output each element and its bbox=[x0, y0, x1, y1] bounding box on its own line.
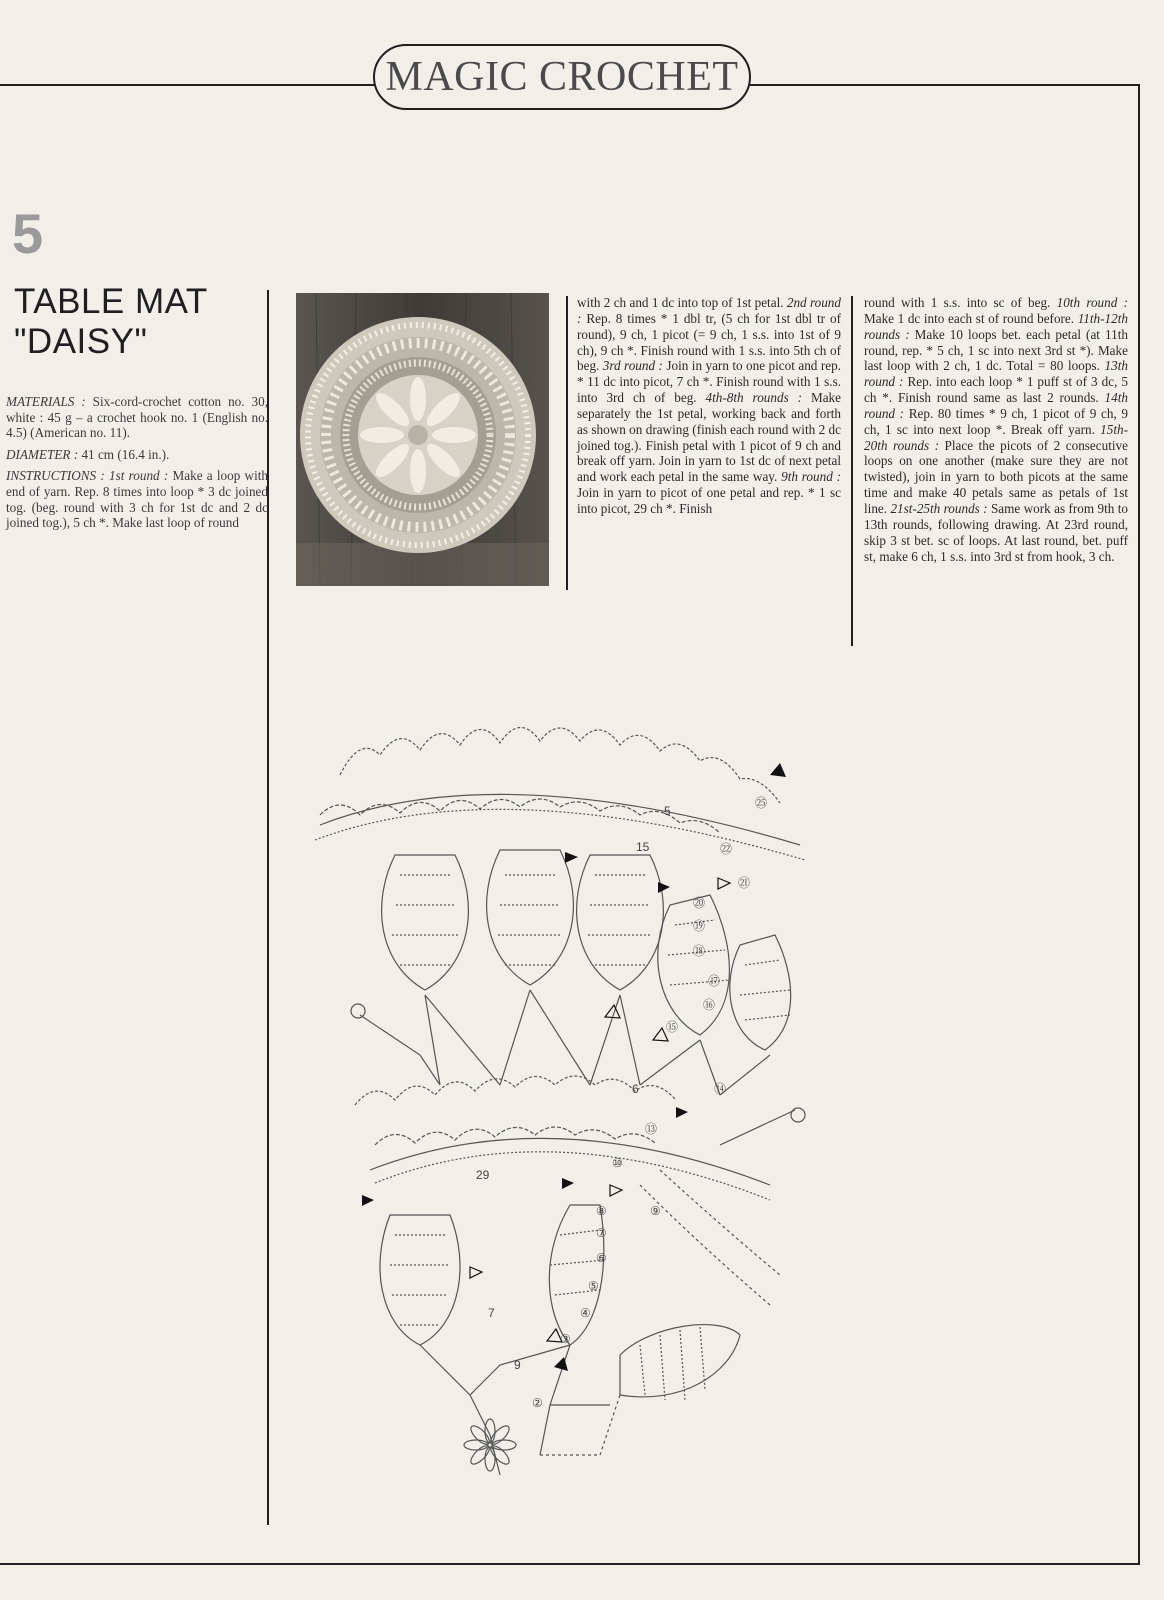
label-round-2: ② bbox=[532, 1396, 543, 1410]
label-round-16: ⑯ bbox=[703, 998, 716, 1012]
right-column-segment: 15th-20th rounds : bbox=[864, 421, 1128, 453]
instructions-right-text bbox=[864, 295, 1128, 564]
label-round-3: ③ bbox=[560, 1332, 571, 1346]
middle-column-segment: 2nd round : bbox=[577, 295, 841, 326]
materials-paragraph bbox=[6, 394, 268, 441]
frame-right-rule bbox=[1138, 84, 1140, 1564]
label-round-4: ④ bbox=[580, 1306, 591, 1320]
middle-column-segment: 3rd round : bbox=[602, 358, 663, 374]
label-round-6: ⑥ bbox=[596, 1251, 607, 1265]
left-column-text bbox=[6, 394, 268, 537]
middle-column-segment: 9th round : bbox=[781, 469, 841, 485]
right-column-segment: round with 1 s.s. into sc of beg. bbox=[864, 295, 1057, 310]
right-column-segment: Place the picots of 2 consecutive loops on one another (make sure they are not twisted), join in yarn to both picots at the same time and make 40 petals same as petals of 1st line. bbox=[864, 437, 1128, 516]
right-column-segment: Rep. into each loop * 1 puff st of 3 dc, 5 ch *. Finish round same as last 2 rounds. bbox=[864, 374, 1128, 406]
right-column-segment: Rep. 80 times * 9 ch, 1 picot of 9 ch, 9 ch, 1 sc into next loop *. Break off yarn. bbox=[864, 405, 1128, 437]
label-round-13: ⑬ bbox=[645, 1122, 658, 1136]
instructions-paragraph bbox=[6, 468, 268, 530]
right-column-segment: Same work as from 9th to 13th rounds, following drawing. At 23rd round, skip 3 st bet. sc of loops. At last round, bet. puff st, make 6 ch, 1 s.s. into 3rd st from hook, 3 ch. bbox=[864, 500, 1128, 564]
right-column-segment: 13th round : bbox=[864, 358, 1128, 390]
middle-column-segment: Rep. 8 times * 1 dbl tr, (5 ch for 1st dbl tr of round), 9 ch, 1 picot (= 9 ch, 1 s.s. into 1st of 9 ch), 9 ch *. Finish round with 1 s.s. into 5th ch of beg. bbox=[577, 310, 841, 374]
label-round-15: ⑮ bbox=[666, 1020, 679, 1034]
label-round-18: ⑱ bbox=[693, 944, 706, 958]
label-round-7: ⑦ bbox=[596, 1226, 607, 1240]
pattern-title bbox=[14, 282, 264, 362]
column-divider-right bbox=[851, 296, 853, 646]
instructions-middle-text bbox=[577, 295, 841, 517]
label-9: 9 bbox=[514, 1358, 521, 1372]
instructions-right-column bbox=[864, 295, 1128, 564]
middle-column-segment: 4th-8th rounds : bbox=[705, 390, 803, 406]
title-line-1: TABLE MAT bbox=[14, 282, 208, 321]
brand-badge bbox=[373, 44, 751, 110]
instructions-label: INSTRUCTIONS : bbox=[6, 468, 105, 484]
label-round-21: ㉑ bbox=[738, 876, 751, 890]
diameter-text: 41 cm (16.4 in.). bbox=[81, 446, 170, 462]
label-round-8: ⑧ bbox=[596, 1204, 607, 1218]
label-6: 6 bbox=[632, 1082, 639, 1096]
crochet-diagram bbox=[300, 715, 860, 1490]
frame-bottom-rule bbox=[0, 1563, 1140, 1565]
instructions-middle-column bbox=[577, 295, 841, 517]
right-column-segment: Make 1 dc into each st of round before. bbox=[864, 310, 1078, 326]
label-round-10: ⑩ bbox=[612, 1156, 623, 1170]
label-29: 29 bbox=[476, 1168, 490, 1182]
doily-photo bbox=[296, 293, 549, 586]
right-column-segment: Make 10 loops bet. each petal (at 11th round, rep. * 5 ch, 1 sc into next 3rd st *). Make last loop with 2 ch, 1 dc. Total = 80 loops. bbox=[864, 326, 1128, 374]
middle-column-segment: Join in yarn to picot of one petal and rep. * 1 sc into picot, 29 ch *. Finish bbox=[577, 485, 841, 516]
right-column-segment: 21st-25th rounds : bbox=[890, 500, 988, 516]
label-round-9: ⑨ bbox=[650, 1204, 661, 1218]
middle-column-segment: with 2 ch and 1 dc into top of 1st petal. bbox=[577, 295, 787, 310]
brand-title: MAGIC CROCHET bbox=[385, 54, 739, 100]
materials-text: Six-cord-crochet cotton no. 30, white : 45 g – a crochet hook no. 1 (English no. 4.5) (American no. 11). bbox=[6, 394, 268, 441]
diameter-paragraph bbox=[6, 447, 268, 463]
right-column-segment: 10th round : bbox=[1056, 295, 1128, 310]
right-column-segment: 11th-12th rounds : bbox=[864, 310, 1128, 342]
materials-label: MATERIALS : bbox=[6, 394, 86, 409]
label-round-20: ⑳ bbox=[693, 896, 706, 910]
label-7: 7 bbox=[488, 1306, 495, 1320]
right-column-segment: 14th round : bbox=[864, 390, 1128, 421]
title-line-2: "DAISY" bbox=[14, 322, 148, 361]
column-divider-middle bbox=[566, 296, 568, 590]
label-round-22: ㉒ bbox=[720, 842, 733, 856]
label-15: 15 bbox=[636, 840, 650, 854]
pattern-number: 5 bbox=[12, 202, 44, 265]
label-round-5: ⑤ bbox=[588, 1279, 599, 1293]
middle-column-segment: Join in yarn to one picot and rep. * 11 dc into picot, 7 ch *. Finish round with 1 s.s. into 3rd ch of beg. bbox=[577, 358, 841, 406]
doily-photo-image bbox=[296, 293, 549, 586]
middle-column-segment: Make separately the 1st petal, working back and forth as shown on drawing (finish each round with 2 dc joined tog.). Finish petal with 1 picot of 9 ch and break off yarn. Join in yarn to 1st dc of next petal and work each petal in the same way. bbox=[577, 390, 841, 485]
diameter-label: DIAMETER : bbox=[6, 446, 79, 462]
label-round-14: ⑭ bbox=[714, 1082, 727, 1096]
label-round-17: ⑰ bbox=[708, 974, 721, 988]
instructions-text: Make a loop with end of yarn. Rep. 8 times into loop * 3 dc joined tog. (beg. round with 3 ch for 1st dc and 2 dc joined tog.), 5 ch *. Make last loop of round bbox=[6, 468, 268, 531]
round1-label: 1st round : bbox=[109, 468, 169, 484]
label-round-25: ㉕ bbox=[755, 796, 768, 810]
label-5: 5 bbox=[664, 804, 671, 818]
label-round-19: ⑲ bbox=[693, 919, 706, 933]
